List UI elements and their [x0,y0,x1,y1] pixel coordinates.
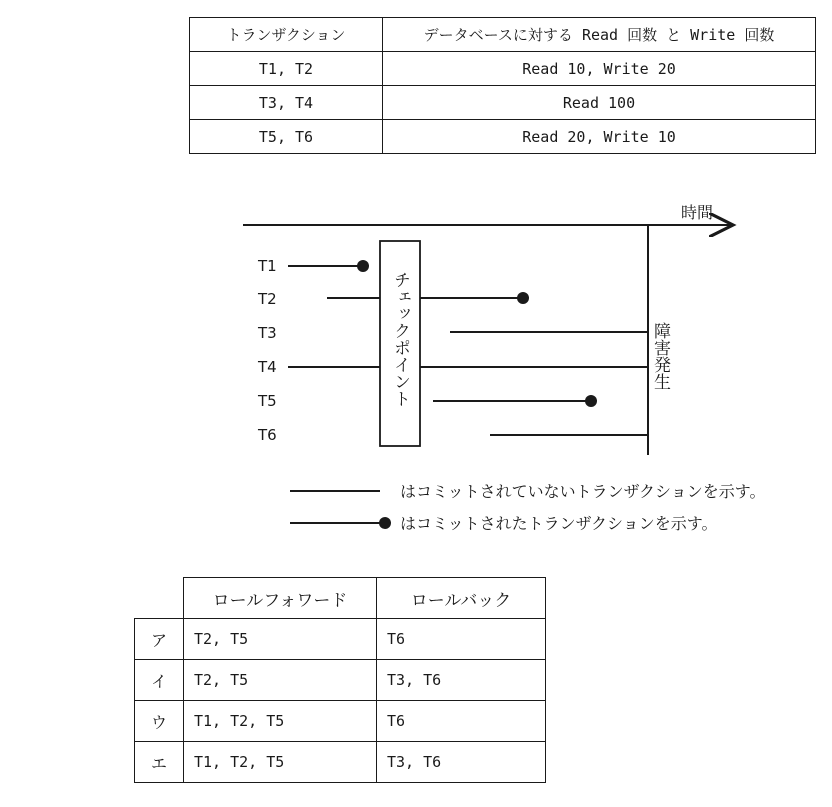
transaction-label-t6: T6 [258,426,277,444]
transaction-line-t1 [288,260,369,272]
header-read-write: データベースに対する Read 回数 と Write 回数 [383,18,816,52]
transaction-label-t5: T5 [258,392,277,410]
header-blank [135,578,184,619]
choice-key: イ [135,660,184,701]
transaction-label-t3: T3 [258,324,277,342]
table-cell: T1, T2 [190,52,383,86]
roll-forward-value: T2, T5 [184,660,377,701]
legend-uncommitted-text: はコミットされていないトランザクションを示す。 [400,482,766,501]
table-cell: Read 10, Write 20 [383,52,816,86]
table-cell: Read 20, Write 10 [383,120,816,154]
answer-row [135,742,546,783]
table-header-row [135,578,546,619]
roll-forward-value: T1, T2, T5 [184,742,377,783]
header-roll-forward: ロールフォワード [184,578,377,619]
answer-row [135,619,546,660]
checkpoint-label: チェックポイント [390,271,410,407]
transaction-label-t2: T2 [258,290,277,308]
header-transaction: トランザクション [190,18,383,52]
roll-back-value: T3, T6 [377,742,546,783]
failure-label: 障害発生 [650,322,670,390]
commit-dot [585,395,597,407]
choice-key: エ [135,742,184,783]
roll-forward-value: T1, T2, T5 [184,701,377,742]
legend-commit-dot [379,517,391,529]
commit-dot [357,260,369,272]
choice-key: ウ [135,701,184,742]
legend [290,482,765,533]
answer-row [135,701,546,742]
commit-dot [517,292,529,304]
roll-forward-value: T2, T5 [184,619,377,660]
table-cell: Read 100 [383,86,816,120]
table-cell: T3, T4 [190,86,383,120]
legend-committed-text: はコミットされたトランザクションを示す。 [400,514,718,533]
roll-back-value: T6 [377,619,546,660]
answer-row [135,660,546,701]
roll-back-value: T6 [377,701,546,742]
table-cell: T5, T6 [190,120,383,154]
transaction-label-t4: T4 [258,358,277,376]
time-label: 時間 [681,203,714,222]
roll-back-value: T3, T6 [377,660,546,701]
transaction-label-t1: T1 [258,257,277,275]
header-roll-back: ロールバック [377,578,546,619]
choice-key: ア [135,619,184,660]
transaction-line-t5 [433,395,597,407]
transaction-line-t2 [327,292,529,304]
answer-choices-table [134,577,546,783]
